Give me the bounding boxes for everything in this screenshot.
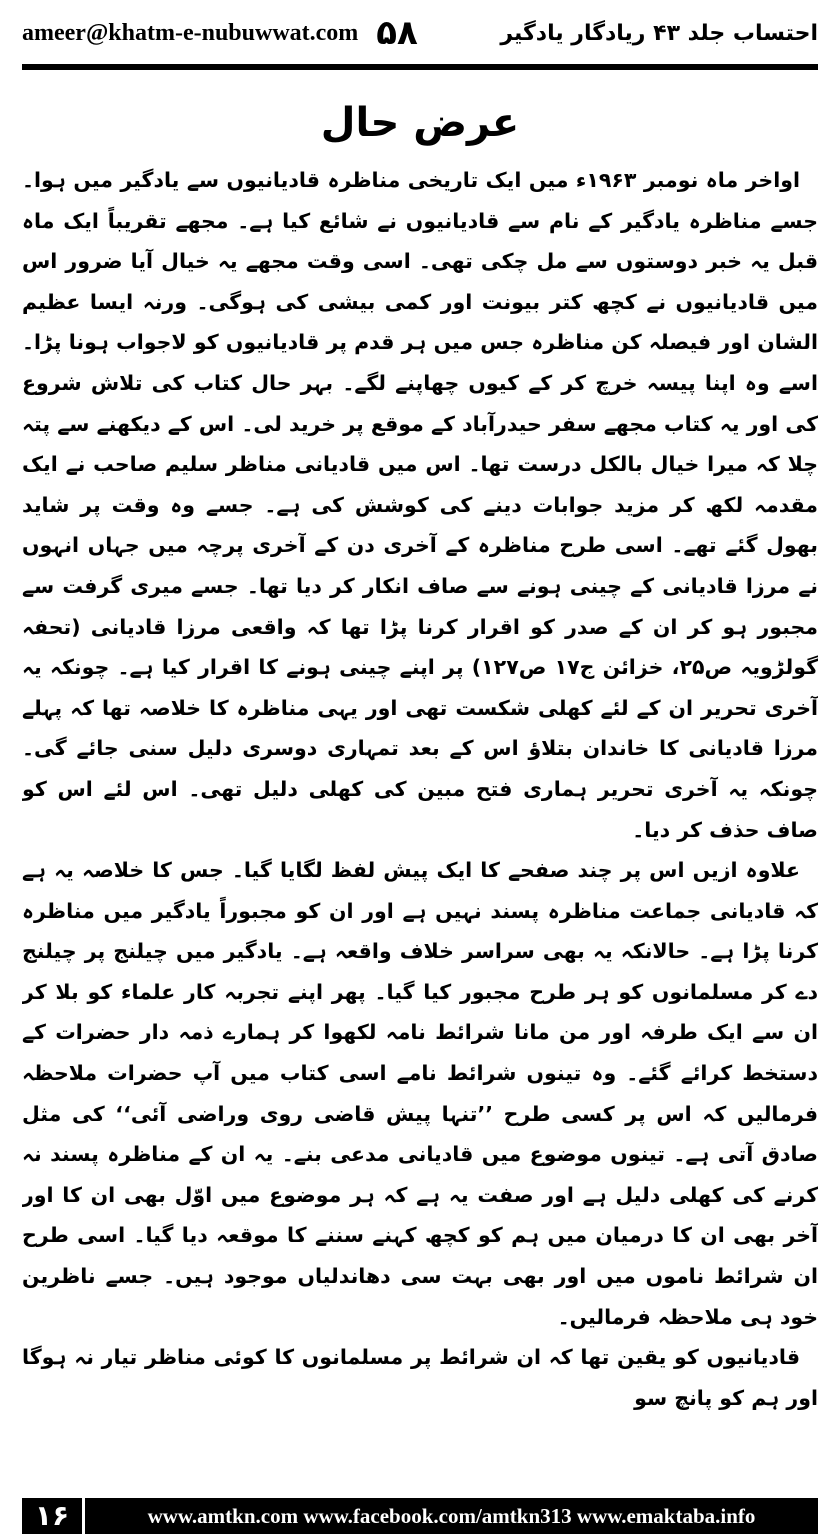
page-title: عرض حال xyxy=(320,100,520,146)
paragraph-2: علاوہ ازیں اس پر چند صفحے کا ایک پیش لفظ لگایا گیا۔ جس کا خلاصہ یہ ہے کہ قادیانی جماعت مناظرہ پسند نہیں ہے اور ان کو مجبوراً یادگیر میں مناظرہ کرنا پڑا ہے۔ حالانکہ یہ بھی سراسر خلاف واقعہ ہے۔ یادگیر میں چیلنج پر چیلنج دے کر مسلمانوں کو ہر طرح مجبور کیا گیا۔ پھر اپنے تجربہ کار علماء کو بلا کر ان سے ایک طرفہ اور من مانا شرائط نامہ لکھوا کر ہمارے ذمہ دار حضرات کے دستخط کرائے گئے۔ وہ تینوں شرائط نامے اسی کتاب میں آپ حضرات ملاحظہ فرمالیں کہ اس پر کسی طرح ’’تنہا پیش قاضی روی وراضی آئی‘‘ کی مثل صادق آتی ہے۔ تینوں موضوع میں قادیانی مدعی بنے۔ یہ ان کے مناظرہ پسند نہ کرنے کی کھلی دلیل ہے اور صفت یہ ہے کہ ہر موضوع میں اوّل بھی ان کا اور آخر بھی ان کا درمیان میں ہم کو کچھ کہنے سننے کا موقعہ دیا گیا۔ اسی طرح ان شرائط ناموں میں اور بھی بہت سی دھاندلیاں موجود ہیں۔ جسے ناظرین خود ہی ملاحظہ فرمالیں۔ xyxy=(22,858,818,1329)
header-email: ameer@khatm-e-nubuwwat.com xyxy=(22,19,359,46)
page-header xyxy=(22,8,818,58)
paragraph-1: اواخر ماہ نومبر ۱۹۶۳ء میں ایک تاریخی مناظرہ قادیانیوں سے یادگیر میں ہوا۔ جسے مناظرہ یادگیر کے نام سے قادیانیوں نے شائع کیا ہے۔ مجھے تقریباً ایک ماہ قبل یہ خبر دوستوں سے مل چکی تھی۔ اسی وقت مجھے یہ خیال آیا ضرور اس میں قادیانیوں نے کچھ کتر بیونت اور کمی بیشی کی ہوگی۔ ورنہ ایسا عظیم الشان اور فیصلہ کن مناظرہ جس میں ہر قدم پر قادیانیوں کو لاجواب ہونا پڑا۔ اسے وہ اپنا پیسہ خرچ کر کے کیوں چھاپنے لگے۔ بہر حال کتاب کی تلاش شروع کی اور یہ کتاب مجھے سفر حیدرآباد کے موقع پر خرید لی۔ اس کے دیکھنے سے پتہ چلا کہ میرا خیال بالکل درست تھا۔ اس میں قادیانی مناظر سلیم صاحب نے ایک مقدمہ لکھ کر مزید جوابات دینے کی کوشش کی ہے۔ جسے وہ وقت پر شاید بھول گئے تھے۔ اسی طرح مناظرہ کے آخری دن کے آخری پرچہ میں جہاں انہوں نے مرزا قادیانی کے چینی ہونے سے صاف انکار کر دیا تھا۔ جسے میری گرفت سے مجبور ہو کر ان کے صدر کو اقرار کرنا پڑا تھا کہ واقعی مرزا قادیانی (تحفہ گولڑویہ ص۲۵، خزائن ج۱۷ ص۱۲۷) پر اپنے چینی ہونے کا اقرار کیا ہے۔ چونکہ یہ آخری تحریر ان کے لئے کھلی شکست تھی اور یہی مناظرہ کا خلاصہ تھا کہ پہلے مرزا قادیانی کا خاندان بتلاؤ اس کے بعد تمہاری دوسری دلیل سنی جائے گی۔ چونکہ یہ آخری تحریر ہماری فتح مبین کی کھلی دلیل تھی۔ اس لئے اس کو صاف حذف کر دیا۔ xyxy=(22,168,818,842)
header-page-number: ۵۸ xyxy=(376,13,418,53)
footer-bar xyxy=(22,1498,818,1534)
header-left xyxy=(22,13,418,53)
footer-page-number: ۱۶ xyxy=(22,1498,85,1534)
header-running-title: احتساب جلد ۴۳ ریادگار یادگیر xyxy=(500,20,818,46)
paragraph-3: قادیانیوں کو یقین تھا کہ ان شرائط پر مسلمانوں کا کوئی مناظر تیار نہ ہوگا اور ہم کو پانچ سو xyxy=(22,1345,818,1410)
body-text xyxy=(22,160,818,1495)
header-rule xyxy=(22,64,818,70)
footer-links: www.amtkn.com www.facebook.com/amtkn313 www.emaktaba.info xyxy=(147,1503,756,1528)
